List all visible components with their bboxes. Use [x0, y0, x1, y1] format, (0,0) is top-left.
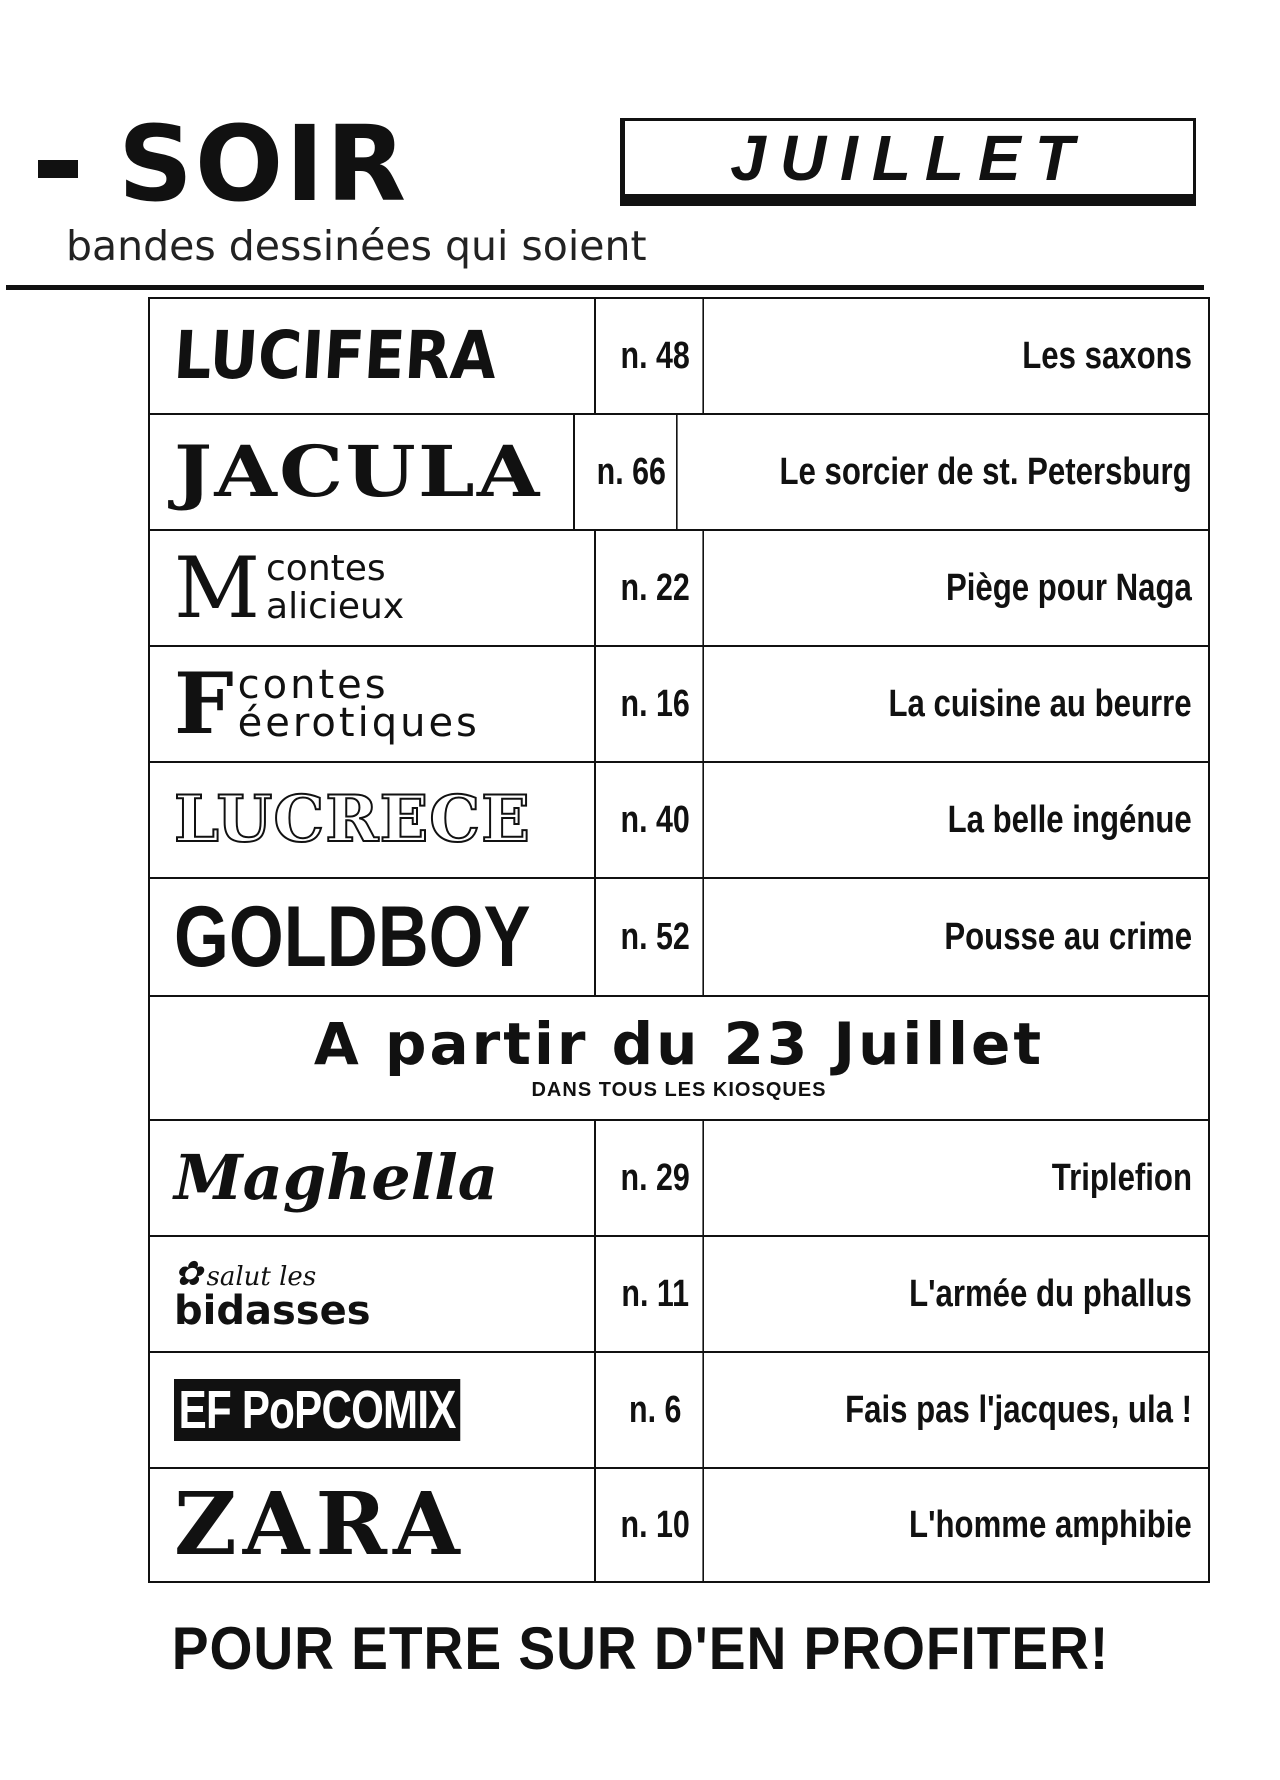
issue-title: Le sorcier de st. Petersburg: [779, 450, 1192, 493]
logo-cell: [150, 1237, 596, 1351]
issue-number: n. 6: [608, 1353, 704, 1467]
issue-title-cell: [716, 1469, 1208, 1581]
maghella-logo: Maghella: [174, 1141, 498, 1214]
issue-title: L'armée du phallus: [909, 1272, 1192, 1315]
masthead-title: SOIR: [118, 103, 409, 225]
masthead-subtitle: bandes dessinées qui soient: [66, 222, 647, 270]
logo-cell: [150, 879, 596, 995]
logo-word: alicieux: [266, 586, 405, 627]
release-table: [148, 297, 1210, 1583]
logo-initial: F: [174, 654, 234, 753]
lucrece-logo: LUCRECE: [174, 782, 531, 857]
header-dash: [38, 160, 78, 178]
issue-number: n. 16: [608, 647, 704, 761]
release-row-goldboy: [150, 877, 1208, 995]
logo-cell: [150, 1469, 596, 1581]
logo-cell: [150, 1353, 596, 1467]
issue-title: Piège pour Naga: [946, 566, 1192, 609]
logo-small-text: salut les: [206, 1262, 317, 1292]
logo-cell: [150, 1121, 596, 1235]
release-row-maghella: [150, 1119, 1208, 1235]
release-row-contes-feeriques: [150, 645, 1208, 761]
month-label: JUILLET: [730, 121, 1088, 194]
logo-small-line: [174, 1254, 371, 1294]
efpopcomix-logo: EF PoPCOMIX: [174, 1379, 460, 1441]
logo-cell: [150, 647, 596, 761]
logo-cell: [150, 531, 596, 645]
logo-big-text: bidasses: [174, 1288, 371, 1334]
release-date-text: A partir du 23 Juillet: [313, 1009, 1045, 1078]
logo-cell: [150, 763, 596, 877]
issue-title: Triplefion: [1051, 1156, 1192, 1199]
issue-number: n. 66: [587, 415, 678, 529]
issue-title-cell: [716, 879, 1208, 995]
logo-words: [237, 662, 480, 746]
release-row-efpopcomix: [150, 1351, 1208, 1467]
issue-title-cell: [716, 299, 1208, 413]
flower-icon: ✿: [174, 1254, 203, 1294]
issue-title-cell: [716, 531, 1208, 645]
issue-title: La belle ingénue: [947, 798, 1192, 841]
issue-title: Fais pas l'jacques, ula !: [845, 1388, 1192, 1431]
release-row-bidasses: [150, 1235, 1208, 1351]
issue-title: Les saxons: [1022, 334, 1192, 377]
issue-title: L'homme amphibie: [909, 1503, 1192, 1546]
issue-title-cell: [716, 1237, 1208, 1351]
zara-logo: ZARA: [174, 1474, 466, 1575]
logo-cell: [150, 415, 575, 529]
release-row-lucrece: [150, 761, 1208, 877]
logo-initial: M: [174, 539, 261, 637]
issue-number: n. 29: [608, 1121, 704, 1235]
logo-cell: [150, 299, 596, 413]
issue-title: Pousse au crime: [944, 915, 1192, 958]
issue-title: La cuisine au beurre: [888, 682, 1192, 725]
contes-malicieux-logo: [174, 539, 405, 637]
contes-feerotiques-logo: [174, 654, 480, 753]
issue-title-cell: [716, 1121, 1208, 1235]
logo-word: contes: [266, 548, 386, 590]
issue-number: n. 11: [608, 1237, 704, 1351]
issue-number: n. 22: [608, 531, 704, 645]
kiosk-note: DANS TOUS LES KIOSQUES: [531, 1078, 827, 1101]
release-row-lucifera: [150, 297, 1208, 413]
footer-slogan: [0, 1614, 1280, 1683]
month-box: [620, 118, 1196, 206]
logo-words: [266, 550, 404, 626]
release-row-zara: [150, 1467, 1208, 1583]
issue-title-cell: [689, 415, 1208, 529]
issue-number: n. 10: [608, 1469, 704, 1581]
issue-number: n. 40: [608, 763, 704, 877]
issue-number: n. 48: [608, 299, 704, 413]
issue-number: n. 52: [608, 879, 704, 995]
issue-title-cell: [716, 647, 1208, 761]
header-rule: [6, 285, 1204, 290]
issue-title-cell: [716, 1353, 1208, 1467]
issue-title-cell: [716, 763, 1208, 877]
release-row-jacula: [150, 413, 1208, 529]
salut-les-bidasses-logo: [174, 1254, 371, 1334]
jacula-logo: JACULA: [174, 430, 542, 513]
footer-text: POUR ETRE SUR D'EN PROFITER!: [171, 1615, 1109, 1682]
goldboy-logo: GOLDBOY: [174, 889, 531, 985]
release-row-contes-malicieux: [150, 529, 1208, 645]
logo-word: éerotiques: [237, 700, 480, 746]
logo-word: contes: [237, 662, 389, 708]
lucifera-logo: LUCIFERA: [171, 317, 499, 394]
release-date-banner: [150, 995, 1208, 1119]
